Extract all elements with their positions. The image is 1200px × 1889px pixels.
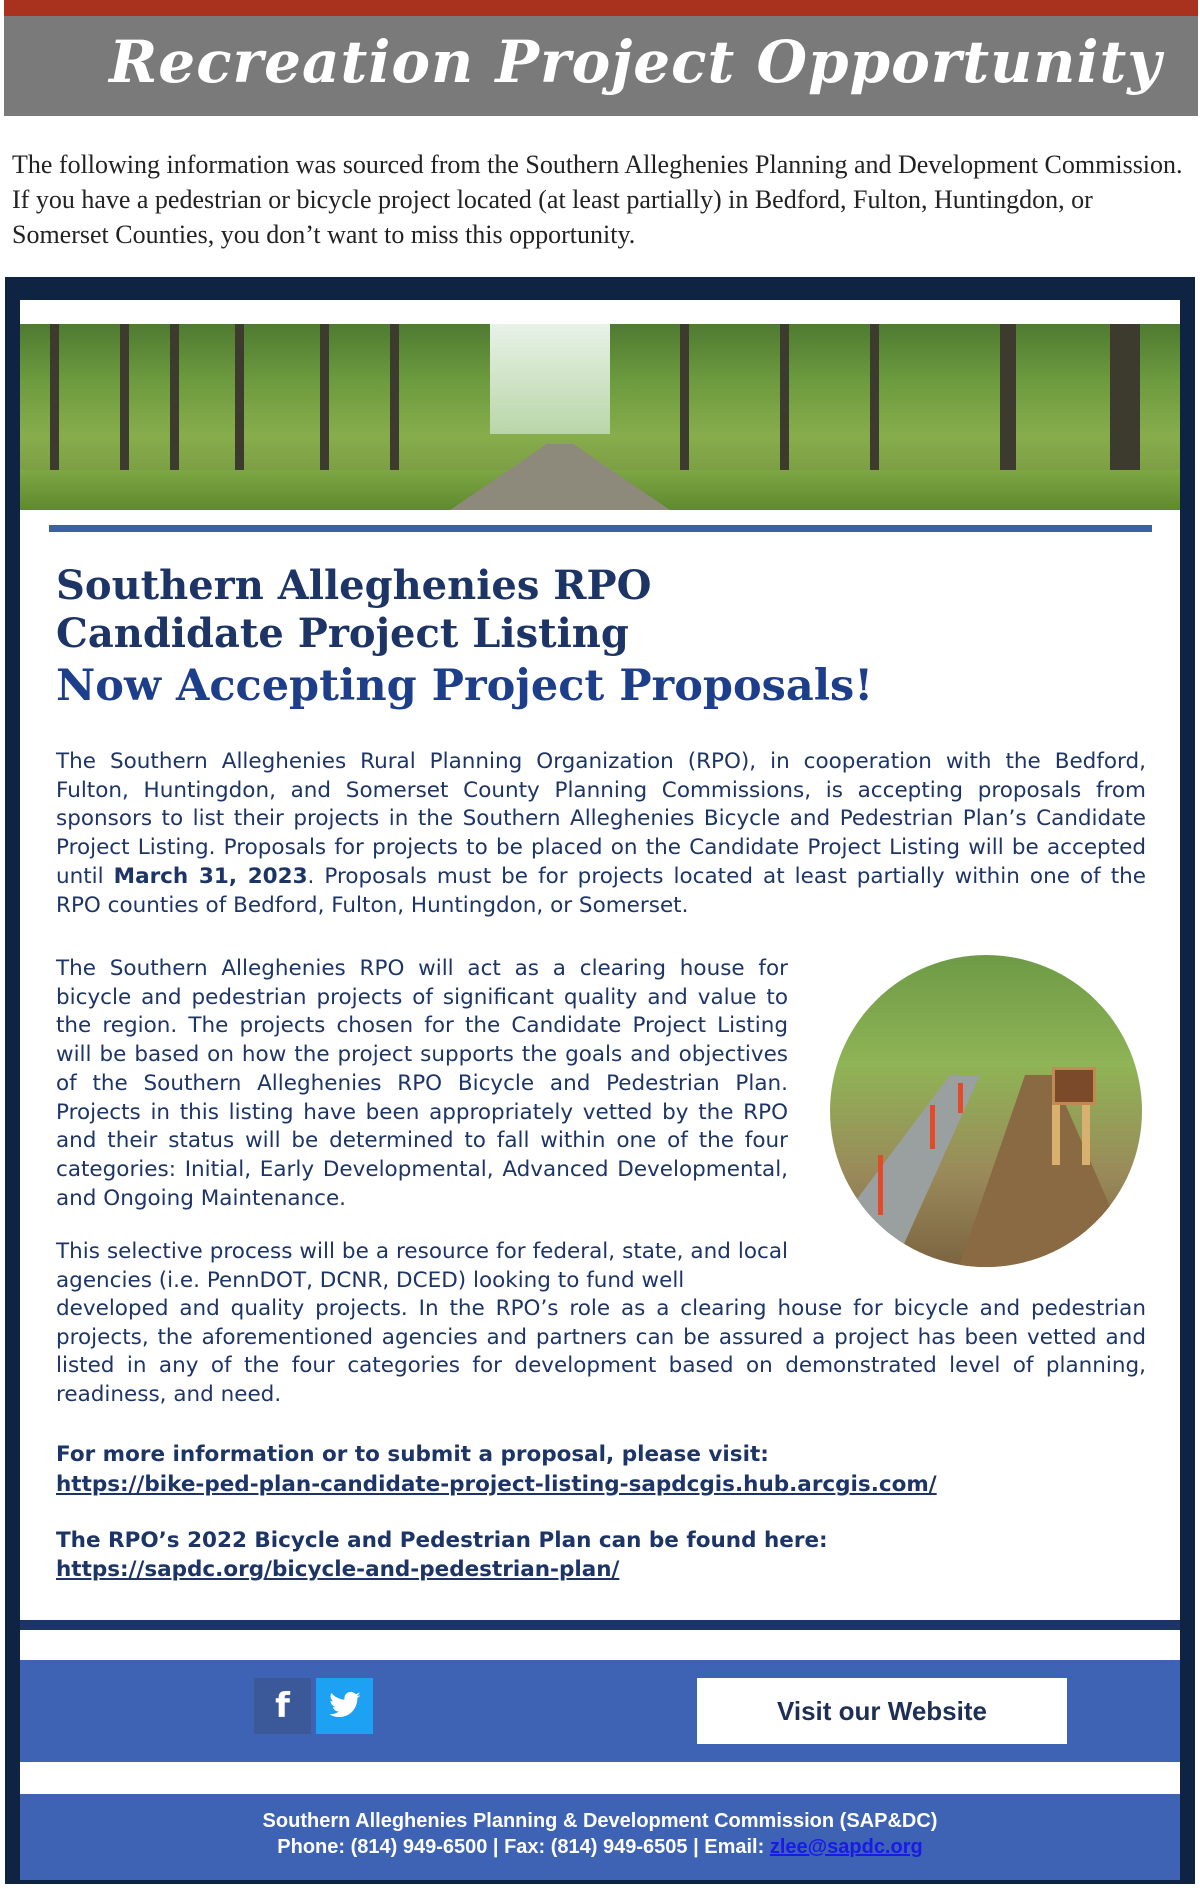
divider-rule (49, 525, 1152, 532)
bike-ped-plan-link[interactable]: https://sapdc.org/bicycle-and-pedestrian-plan/ (56, 1557, 620, 1582)
footer-email-link[interactable]: zlee@sapdc.org (769, 1836, 923, 1858)
paragraph-selective-process-start: This selective process will be a resource for federal, state, and local agencies (i.e. PennDOT, DCNR, DCED) looking to fund well (56, 1239, 788, 1293)
footer-contact (20, 1836, 1180, 1859)
paragraph-selective-process-rest: developed and quality projects. In the RPO’s role as a clearing house for bicycle and pedestrian projects, the aforementioned agencies and partners can be assured a project has been vetted and listed in any of the four categories for development based on demonstrated level of planning, readiness, and need. (56, 1296, 1146, 1408)
trail-circle-photo (830, 955, 1142, 1267)
footer-contact-text: Phone: (814) 949-6500 | Fax: (814) 949-6505 | Email: (277, 1836, 770, 1858)
footer (20, 1794, 1180, 1880)
deadline-date: March 31, 2023 (113, 863, 308, 889)
trail-marker-stake (930, 1105, 935, 1149)
trail-marker-stake (878, 1155, 883, 1215)
sign-post (1052, 1105, 1060, 1165)
paragraph-text: The Southern Alleghenies Rural Planning Organization (RPO), in cooperation with the Bedford, Fulton, Huntingdon, and Somerset County Planning Commissions, is accepting proposals from sponsors to list their projects in the Southern Alleghenies Bicycle and Pedestrian Plan’s Candidate Project Listing. Proposals for projects to be placed on the Candidate Project Listing will be accepted until (56, 749, 1146, 889)
candidate-listing-link[interactable]: https://bike-ped-plan-candidate-project-listing-sapdcgis.hub.arcgis.com/ (56, 1472, 937, 1497)
footer-org: Southern Alleghenies Planning & Development Commission (SAP&DC) (262, 1810, 938, 1832)
intro-paragraph: The following information was sourced from the Southern Alleghenies Planning and Development Commission. If you have a pedestrian or bicycle project located (at least partially) in Bedford, Fulton, Huntingdon, or Somerset Counties, you don’t want to miss this opportunity. (12, 150, 1183, 249)
sky-opening (490, 324, 610, 434)
section-separator (20, 1620, 1180, 1630)
sign-post (1082, 1105, 1090, 1165)
twitter-icon[interactable] (316, 1678, 373, 1734)
trail-forest-photo (20, 324, 1180, 510)
visit-website-button[interactable]: Visit our Website (697, 1678, 1067, 1744)
headline (56, 562, 1116, 714)
banner-title: Recreation Project Opportunity (109, 28, 1162, 96)
facebook-icon[interactable]: f (254, 1678, 311, 1734)
trail-sign (1052, 1067, 1096, 1105)
headline-line-1: Southern Alleghenies RPO (56, 562, 652, 609)
more-info-label: For more information or to submit a proposal, please visit: (56, 1442, 769, 1467)
headline-line-2: Candidate Project Listing (56, 610, 629, 657)
trail-marker-stake (958, 1083, 963, 1113)
twitter-bird-glyph (328, 1691, 362, 1721)
spacer (20, 1762, 1180, 1794)
paragraph-clearing-house: The Southern Alleghenies RPO will act as a clearing house for bicycle and pedestrian projects of significant quality and value to the region. The projects chosen for the Candidate Project Listing will be based on how the project supports the goals and objectives of the Southern Alleghenies RPO Bicycle and Pedestrian Plan. Projects in this listing have been appropriately vetted by the RPO and their status will be determined to fall within one of the four categories: Initial, Early Developmental, Advanced Developmental, and Ongoing Maintenance. (56, 956, 788, 1211)
spacer (20, 1630, 1180, 1660)
headline-line-3: Now Accepting Project Proposals! (56, 661, 874, 711)
banner-bar (4, 0, 1198, 116)
paragraph-proposals (56, 748, 1146, 920)
plan-label: The RPO’s 2022 Bicycle and Pedestrian Plan can be found here: (56, 1528, 828, 1553)
paragraph-text: . Proposals must be for projects located at least partially within one of the RPO counties of Bedford, Fulton, Huntingdon, or Somerset. (56, 863, 1147, 918)
